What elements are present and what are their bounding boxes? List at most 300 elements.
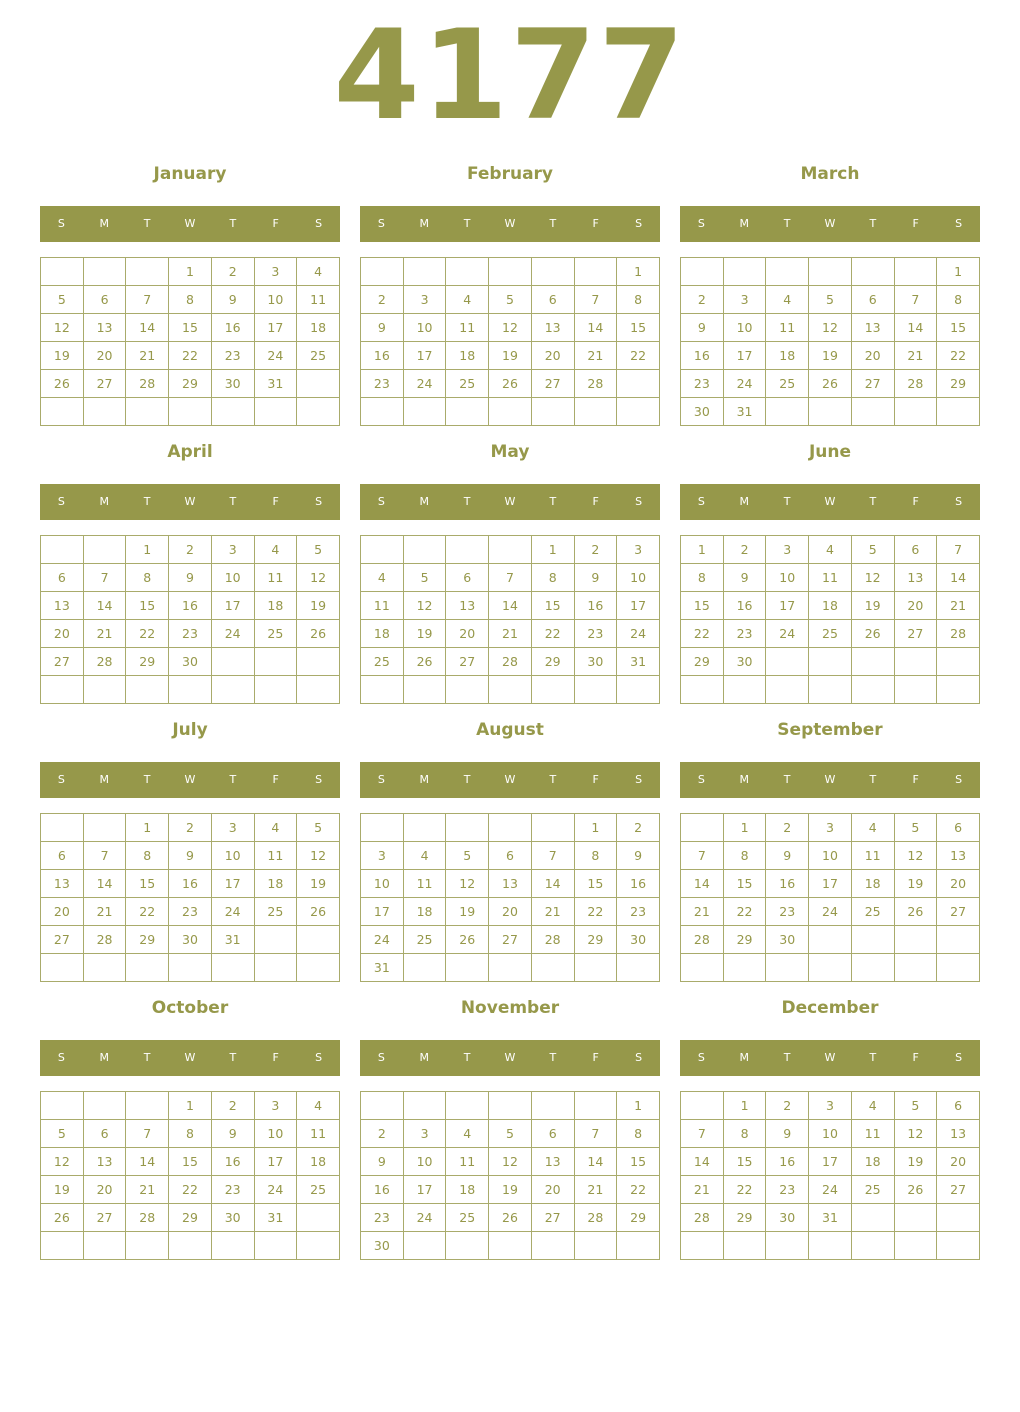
year-title: 4177 — [333, 4, 687, 148]
day-cell: 16 — [211, 314, 254, 342]
empty-day-cell — [403, 398, 446, 426]
day-cell: 2 — [681, 286, 724, 314]
empty-day-cell — [211, 954, 254, 982]
day-cell: 24 — [809, 1176, 852, 1204]
empty-day-cell — [211, 1232, 254, 1260]
week-row — [41, 620, 340, 648]
day-cell: 15 — [126, 870, 169, 898]
day-cell: 13 — [83, 314, 126, 342]
week-row — [41, 1148, 340, 1176]
empty-day-cell — [169, 954, 212, 982]
day-cell: 12 — [446, 870, 489, 898]
day-cell: 10 — [617, 564, 660, 592]
day-cell: 22 — [723, 898, 766, 926]
day-cell: 8 — [169, 1120, 212, 1148]
empty-day-cell — [126, 398, 169, 426]
day-cell: 1 — [126, 814, 169, 842]
empty-day-cell — [809, 398, 852, 426]
weekday-header — [680, 1040, 980, 1076]
day-cell: 29 — [126, 648, 169, 676]
day-cell: 16 — [361, 1176, 404, 1204]
day-cell: 3 — [617, 536, 660, 564]
day-cell: 16 — [361, 342, 404, 370]
empty-day-cell — [617, 370, 660, 398]
empty-day-cell — [126, 1232, 169, 1260]
empty-day-cell — [937, 398, 980, 426]
day-cell: 1 — [126, 536, 169, 564]
empty-day-cell — [41, 1092, 84, 1120]
day-cell: 4 — [403, 842, 446, 870]
week-row — [681, 1092, 980, 1120]
day-cell: 7 — [937, 536, 980, 564]
week-row — [41, 898, 340, 926]
day-cell: 11 — [766, 314, 809, 342]
weekday-label: T — [463, 1051, 471, 1064]
day-cell: 28 — [489, 648, 532, 676]
week-row — [41, 926, 340, 954]
day-cell: 12 — [489, 314, 532, 342]
day-cell: 29 — [531, 648, 574, 676]
day-cell: 13 — [83, 1148, 126, 1176]
day-cell: 23 — [574, 620, 617, 648]
week-row — [41, 870, 340, 898]
week-row — [41, 314, 340, 342]
empty-day-cell — [403, 536, 446, 564]
day-cell: 14 — [894, 314, 937, 342]
day-cell: 24 — [211, 620, 254, 648]
day-cell: 31 — [617, 648, 660, 676]
empty-day-cell — [809, 1232, 852, 1260]
week-row — [361, 1120, 660, 1148]
day-cell: 17 — [211, 870, 254, 898]
empty-day-cell — [83, 954, 126, 982]
day-cell: 30 — [169, 926, 212, 954]
day-cell: 8 — [681, 564, 724, 592]
month-name: February — [466, 164, 554, 184]
month-name: December — [781, 998, 879, 1018]
weekday-header — [680, 484, 980, 520]
day-cell: 14 — [531, 870, 574, 898]
day-cell: 14 — [83, 870, 126, 898]
weekday-label: T — [229, 1051, 237, 1064]
weekday-label: F — [592, 217, 599, 230]
weekday-label: T — [549, 773, 557, 786]
empty-day-cell — [41, 258, 84, 286]
day-cell: 26 — [489, 1204, 532, 1232]
day-cell: 21 — [531, 898, 574, 926]
day-cell: 14 — [126, 314, 169, 342]
empty-day-cell — [851, 676, 894, 704]
day-cell: 15 — [723, 870, 766, 898]
day-cell: 25 — [403, 926, 446, 954]
week-row — [681, 592, 980, 620]
empty-day-cell — [937, 1204, 980, 1232]
day-cell: 30 — [617, 926, 660, 954]
day-cell: 19 — [297, 870, 340, 898]
weekday-label: S — [635, 1051, 643, 1064]
week-row — [681, 342, 980, 370]
week-row — [361, 536, 660, 564]
day-cell: 17 — [766, 592, 809, 620]
day-cell: 3 — [211, 814, 254, 842]
empty-day-cell — [937, 676, 980, 704]
week-row — [681, 370, 980, 398]
empty-day-cell — [446, 954, 489, 982]
day-cell: 16 — [766, 1148, 809, 1176]
day-cell: 17 — [723, 342, 766, 370]
day-cell: 28 — [574, 370, 617, 398]
weekday-label: S — [635, 495, 643, 508]
empty-day-cell — [83, 1092, 126, 1120]
day-cell: 12 — [41, 1148, 84, 1176]
day-cell: 22 — [681, 620, 724, 648]
day-cell: 12 — [403, 592, 446, 620]
week-row — [361, 620, 660, 648]
day-cell: 23 — [361, 370, 404, 398]
day-cell: 21 — [83, 898, 126, 926]
day-cell: 16 — [766, 870, 809, 898]
day-cell: 31 — [254, 1204, 297, 1232]
weekday-header — [40, 1040, 340, 1076]
weekday-header — [360, 484, 660, 520]
day-cell: 25 — [766, 370, 809, 398]
day-cell: 2 — [574, 536, 617, 564]
week-row — [41, 398, 340, 426]
day-cell: 8 — [126, 842, 169, 870]
days-grid — [40, 257, 340, 426]
week-row — [41, 564, 340, 592]
empty-day-cell — [254, 648, 297, 676]
day-cell: 16 — [574, 592, 617, 620]
day-cell: 15 — [723, 1148, 766, 1176]
day-cell: 4 — [254, 814, 297, 842]
day-cell: 11 — [403, 870, 446, 898]
day-cell: 27 — [937, 898, 980, 926]
day-cell: 7 — [681, 842, 724, 870]
day-cell: 23 — [361, 1204, 404, 1232]
weekday-label: W — [824, 217, 836, 230]
weekday-label: S — [315, 217, 323, 230]
empty-day-cell — [766, 676, 809, 704]
day-cell: 6 — [851, 286, 894, 314]
empty-day-cell — [41, 398, 84, 426]
day-cell: 17 — [809, 1148, 852, 1176]
week-row — [361, 314, 660, 342]
weekday-label: M — [739, 773, 750, 786]
days-grid — [680, 535, 980, 704]
empty-day-cell — [446, 398, 489, 426]
day-cell: 25 — [851, 898, 894, 926]
day-cell: 14 — [937, 564, 980, 592]
empty-day-cell — [531, 1092, 574, 1120]
day-cell: 3 — [254, 258, 297, 286]
weekday-label: M — [419, 1051, 430, 1064]
week-row — [361, 592, 660, 620]
month-name: November — [460, 998, 560, 1018]
day-cell: 18 — [297, 1148, 340, 1176]
days-grid — [360, 1091, 660, 1260]
week-row — [41, 676, 340, 704]
day-cell: 11 — [361, 592, 404, 620]
day-cell: 1 — [531, 536, 574, 564]
day-cell: 27 — [531, 1204, 574, 1232]
week-row — [361, 258, 660, 286]
day-cell: 25 — [297, 1176, 340, 1204]
weekday-label: T — [783, 495, 791, 508]
day-cell: 12 — [297, 564, 340, 592]
weekday-label: S — [697, 217, 705, 230]
weekday-label: T — [143, 773, 151, 786]
empty-day-cell — [531, 814, 574, 842]
day-cell: 24 — [403, 370, 446, 398]
month-name: March — [800, 164, 860, 184]
day-cell: 28 — [574, 1204, 617, 1232]
day-cell: 24 — [809, 898, 852, 926]
week-row — [361, 898, 660, 926]
day-cell: 4 — [766, 286, 809, 314]
day-cell: 10 — [766, 564, 809, 592]
day-cell: 25 — [361, 648, 404, 676]
empty-day-cell — [446, 676, 489, 704]
day-cell: 9 — [169, 564, 212, 592]
day-cell: 26 — [297, 898, 340, 926]
day-cell: 31 — [809, 1204, 852, 1232]
day-cell: 26 — [809, 370, 852, 398]
day-cell: 22 — [169, 342, 212, 370]
day-cell: 17 — [211, 592, 254, 620]
day-cell: 25 — [446, 1204, 489, 1232]
week-row — [41, 1176, 340, 1204]
day-cell: 1 — [169, 258, 212, 286]
day-cell: 4 — [851, 1092, 894, 1120]
day-cell: 29 — [723, 926, 766, 954]
day-cell: 11 — [297, 1120, 340, 1148]
week-row — [681, 314, 980, 342]
month-name: June — [808, 442, 852, 462]
day-cell: 1 — [723, 1092, 766, 1120]
day-cell: 20 — [83, 342, 126, 370]
day-cell: 19 — [41, 1176, 84, 1204]
day-cell: 5 — [446, 842, 489, 870]
day-cell: 22 — [617, 1176, 660, 1204]
empty-day-cell — [403, 954, 446, 982]
day-cell: 19 — [894, 1148, 937, 1176]
day-cell: 18 — [851, 870, 894, 898]
day-cell: 13 — [531, 1148, 574, 1176]
empty-day-cell — [617, 954, 660, 982]
week-row — [681, 1148, 980, 1176]
weekday-label: T — [463, 217, 471, 230]
empty-day-cell — [937, 1232, 980, 1260]
day-cell: 9 — [169, 842, 212, 870]
day-cell: 26 — [297, 620, 340, 648]
week-row — [41, 536, 340, 564]
day-cell: 2 — [211, 1092, 254, 1120]
day-cell: 13 — [41, 870, 84, 898]
empty-day-cell — [361, 676, 404, 704]
day-cell: 21 — [937, 592, 980, 620]
day-cell: 3 — [809, 1092, 852, 1120]
empty-day-cell — [297, 398, 340, 426]
day-cell: 25 — [446, 370, 489, 398]
day-cell: 28 — [83, 648, 126, 676]
day-cell: 6 — [41, 842, 84, 870]
day-cell: 24 — [723, 370, 766, 398]
weekday-label: M — [99, 1051, 110, 1064]
weekday-label: M — [99, 217, 110, 230]
day-cell: 7 — [126, 286, 169, 314]
weekday-label: M — [739, 495, 750, 508]
week-row — [681, 926, 980, 954]
weekday-label: S — [635, 773, 643, 786]
day-cell: 25 — [809, 620, 852, 648]
day-cell: 13 — [937, 1120, 980, 1148]
weekday-label: F — [592, 1051, 599, 1064]
day-cell: 16 — [169, 870, 212, 898]
day-cell: 30 — [723, 648, 766, 676]
weekday-label: S — [697, 495, 705, 508]
day-cell: 20 — [937, 1148, 980, 1176]
week-row — [361, 1176, 660, 1204]
week-row — [361, 1148, 660, 1176]
empty-day-cell — [83, 1232, 126, 1260]
week-row — [361, 676, 660, 704]
empty-day-cell — [297, 648, 340, 676]
week-row — [681, 814, 980, 842]
week-row — [681, 1176, 980, 1204]
day-cell: 19 — [809, 342, 852, 370]
weekday-label: S — [697, 1051, 705, 1064]
week-row — [681, 676, 980, 704]
day-cell: 7 — [126, 1120, 169, 1148]
empty-day-cell — [617, 398, 660, 426]
weekday-label: S — [697, 773, 705, 786]
weekday-label: W — [504, 495, 516, 508]
day-cell: 19 — [446, 898, 489, 926]
week-row — [41, 258, 340, 286]
day-cell: 15 — [169, 314, 212, 342]
days-grid — [360, 535, 660, 704]
day-cell: 23 — [169, 620, 212, 648]
weekday-header — [360, 1040, 660, 1076]
day-cell: 13 — [894, 564, 937, 592]
day-cell: 27 — [937, 1176, 980, 1204]
day-cell: 20 — [83, 1176, 126, 1204]
day-cell: 21 — [681, 1176, 724, 1204]
day-cell: 1 — [574, 814, 617, 842]
day-cell: 5 — [41, 286, 84, 314]
empty-day-cell — [531, 398, 574, 426]
empty-day-cell — [809, 926, 852, 954]
weekday-label: S — [955, 1051, 963, 1064]
empty-day-cell — [851, 648, 894, 676]
day-cell: 30 — [574, 648, 617, 676]
day-cell: 9 — [617, 842, 660, 870]
weekday-header — [40, 484, 340, 520]
day-cell: 24 — [403, 1204, 446, 1232]
day-cell: 11 — [254, 842, 297, 870]
weekday-label: W — [184, 495, 196, 508]
day-cell: 15 — [937, 314, 980, 342]
day-cell: 5 — [297, 814, 340, 842]
day-cell: 11 — [254, 564, 297, 592]
weekday-label: F — [912, 773, 919, 786]
day-cell: 4 — [297, 1092, 340, 1120]
days-grid — [680, 1091, 980, 1260]
weekday-label: S — [377, 217, 385, 230]
week-row — [41, 954, 340, 982]
empty-day-cell — [681, 814, 724, 842]
day-cell: 23 — [681, 370, 724, 398]
day-cell: 6 — [937, 814, 980, 842]
day-cell: 16 — [169, 592, 212, 620]
empty-day-cell — [297, 676, 340, 704]
day-cell: 7 — [574, 1120, 617, 1148]
week-row — [41, 370, 340, 398]
day-cell: 30 — [211, 1204, 254, 1232]
empty-day-cell — [894, 1232, 937, 1260]
empty-day-cell — [41, 954, 84, 982]
empty-day-cell — [254, 1232, 297, 1260]
empty-day-cell — [894, 1204, 937, 1232]
empty-day-cell — [254, 676, 297, 704]
day-cell: 10 — [211, 564, 254, 592]
day-cell: 3 — [766, 536, 809, 564]
weekday-label: F — [272, 1051, 279, 1064]
empty-day-cell — [937, 648, 980, 676]
empty-day-cell — [809, 648, 852, 676]
day-cell: 2 — [361, 286, 404, 314]
day-cell: 26 — [851, 620, 894, 648]
day-cell: 25 — [297, 342, 340, 370]
empty-day-cell — [681, 1232, 724, 1260]
day-cell: 6 — [531, 286, 574, 314]
week-row — [361, 870, 660, 898]
day-cell: 20 — [937, 870, 980, 898]
week-row — [361, 814, 660, 842]
weekday-label: F — [912, 495, 919, 508]
day-cell: 7 — [83, 842, 126, 870]
empty-day-cell — [574, 258, 617, 286]
day-cell: 8 — [617, 1120, 660, 1148]
day-cell: 6 — [446, 564, 489, 592]
week-row — [361, 648, 660, 676]
weekday-label: T — [549, 217, 557, 230]
day-cell: 20 — [41, 620, 84, 648]
day-cell: 10 — [403, 1148, 446, 1176]
day-cell: 27 — [83, 370, 126, 398]
day-cell: 28 — [681, 1204, 724, 1232]
weekday-label: W — [184, 1051, 196, 1064]
empty-day-cell — [169, 1232, 212, 1260]
day-cell: 9 — [211, 286, 254, 314]
weekday-label: M — [99, 773, 110, 786]
empty-day-cell — [211, 398, 254, 426]
empty-day-cell — [851, 1232, 894, 1260]
weekday-label: S — [315, 495, 323, 508]
week-row — [41, 814, 340, 842]
day-cell: 21 — [574, 342, 617, 370]
month-name: May — [490, 442, 530, 462]
empty-day-cell — [894, 954, 937, 982]
day-cell: 2 — [211, 258, 254, 286]
weekday-label: T — [229, 495, 237, 508]
day-cell: 13 — [851, 314, 894, 342]
empty-day-cell — [403, 814, 446, 842]
empty-day-cell — [531, 676, 574, 704]
week-row — [681, 258, 980, 286]
empty-day-cell — [254, 954, 297, 982]
